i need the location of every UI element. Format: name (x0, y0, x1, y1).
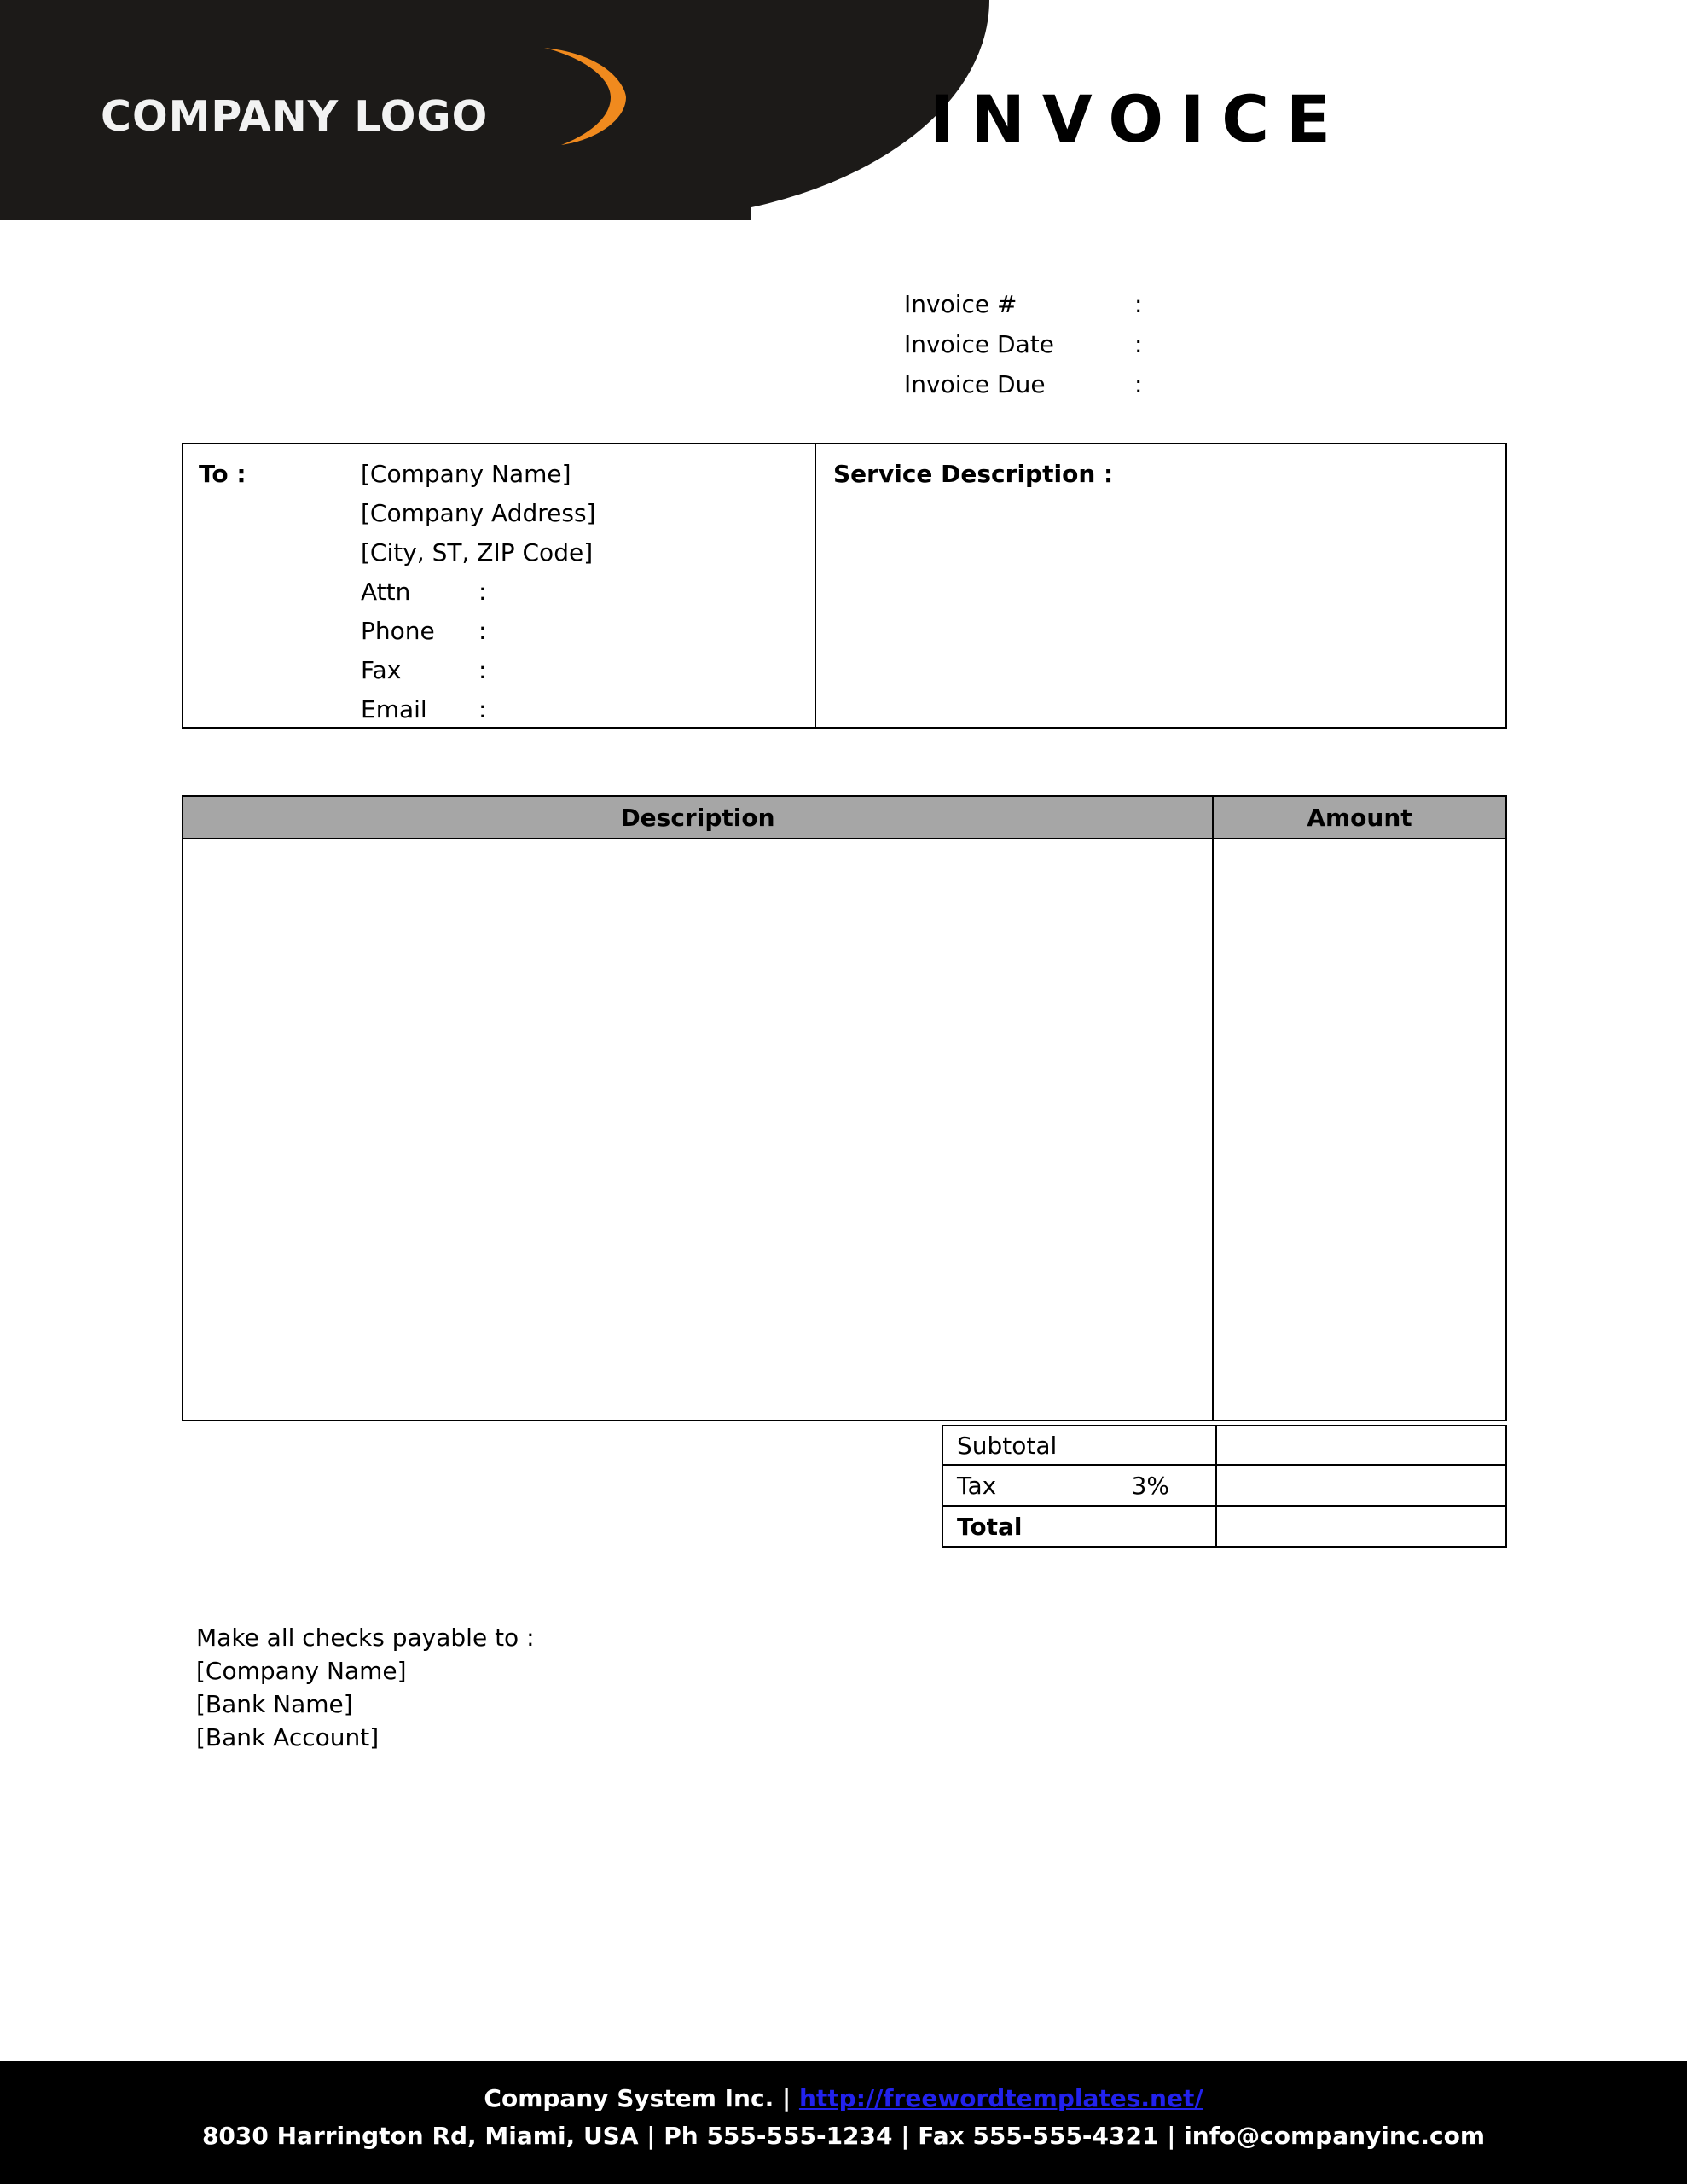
payable-bank-account[interactable]: [Bank Account] (196, 1723, 380, 1751)
totals-label-total (943, 1507, 1217, 1546)
service-description-block (816, 444, 1505, 727)
bill-to-field-email (361, 695, 815, 735)
totals-table (942, 1425, 1507, 1548)
totals-label-subtotal-text: Subtotal (957, 1431, 1058, 1460)
meta-row (904, 370, 1433, 410)
meta-label-invoice-number: Invoice # (904, 290, 1017, 318)
field-colon: : (478, 695, 487, 723)
field-key-phone: Phone (361, 617, 435, 645)
payable-heading: Make all checks payable to : (196, 1623, 535, 1652)
meta-colon: : (1134, 370, 1143, 398)
totals-row-subtotal (942, 1425, 1507, 1466)
field-colon: : (478, 656, 487, 684)
totals-label-total-text: Total (957, 1512, 1023, 1541)
payable-bank-name[interactable]: [Bank Name] (196, 1690, 353, 1718)
page-title: INVOICE (930, 81, 1348, 157)
totals-label-subtotal (943, 1426, 1217, 1464)
service-description-label: Service Description : (833, 460, 1114, 488)
invoice-meta (904, 290, 1433, 410)
page-footer (0, 2061, 1687, 2184)
payable-block (196, 1621, 535, 1754)
bill-to-field-attn (361, 578, 815, 617)
meta-row (904, 290, 1433, 330)
footer-address-line: 8030 Harrington Rd, Miami, USA | Ph 555-555-1234 | Fax 555-555-4321 | info@companyinc.com (201, 2122, 1486, 2150)
totals-row-total (942, 1507, 1507, 1548)
orange-swoosh-icon (537, 41, 636, 150)
bill-to-city-state-zip[interactable]: [City, ST, ZIP Code] (361, 538, 594, 566)
footer-company-name: Company System Inc. | (484, 2084, 791, 2112)
items-description-cell[interactable] (183, 839, 1214, 1420)
column-header-description: Description (183, 797, 1214, 838)
meta-row (904, 330, 1433, 370)
totals-label-tax (943, 1466, 1217, 1505)
items-table (182, 795, 1507, 1421)
footer-website-link[interactable]: http://freewordtemplates.net/ (798, 2084, 1203, 2112)
payable-company-name[interactable]: [Company Name] (196, 1657, 407, 1685)
items-amount-cell[interactable] (1214, 839, 1505, 1420)
meta-colon: : (1134, 330, 1143, 358)
totals-value-subtotal[interactable] (1217, 1426, 1505, 1464)
totals-value-tax[interactable] (1217, 1466, 1505, 1505)
bill-to-label: To : (199, 460, 246, 488)
page-header (0, 0, 1687, 220)
meta-label-invoice-due: Invoice Due (904, 370, 1046, 398)
field-colon: : (478, 578, 487, 606)
bill-to-service-box (182, 443, 1507, 729)
totals-value-total[interactable] (1217, 1507, 1505, 1546)
field-key-email: Email (361, 695, 427, 723)
field-colon: : (478, 617, 487, 645)
items-table-header (182, 795, 1507, 839)
bill-to-company-name[interactable]: [Company Name] (361, 460, 571, 488)
meta-label-invoice-date: Invoice Date (904, 330, 1054, 358)
totals-label-tax-text: Tax (957, 1471, 997, 1500)
company-logo-text: COMPANY LOGO (101, 92, 489, 141)
totals-row-tax (942, 1466, 1507, 1507)
field-key-attn: Attn (361, 578, 411, 606)
totals-tax-percent[interactable]: 3% (1131, 1471, 1169, 1500)
meta-colon: : (1134, 290, 1143, 318)
bill-to-field-fax (361, 656, 815, 695)
items-table-body (182, 839, 1507, 1421)
bill-to-company-address[interactable]: [Company Address] (361, 499, 596, 527)
bill-to-block (183, 444, 816, 727)
bill-to-lines (361, 456, 815, 735)
bill-to-field-phone (361, 617, 815, 656)
footer-company-line (0, 2080, 1687, 2117)
column-header-amount: Amount (1307, 803, 1412, 832)
field-key-fax: Fax (361, 656, 402, 684)
